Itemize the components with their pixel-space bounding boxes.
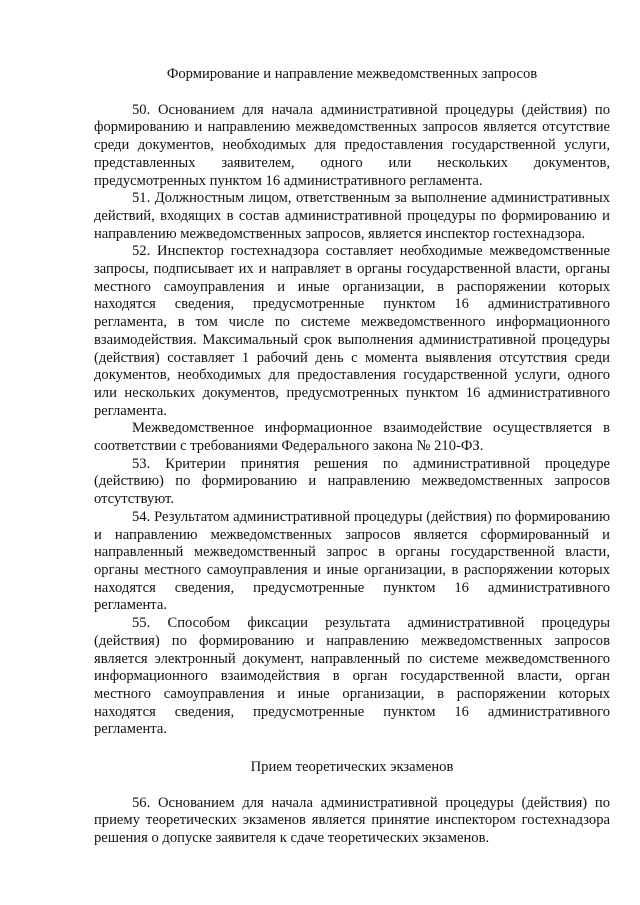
paragraph-56: 56. Основанием для начала административной процедуры (действия) по приему теоретических экзаменов является принятие инспектором гостехнадзора решения о допуске заявителя к сдаче теоретических экзаменов. [94, 794, 610, 847]
section-heading-theory-exams: Прием теоретических экзаменов [250, 759, 454, 776]
paragraph-52: 52. Инспектор гостехнадзора составляет необходимые межведомственные запросы, подписывает их и направляет в органы государственной власти, органы местного самоуправления и иные организации, в распоряжении которых находятся сведения, предусмотренные пунктом 16 административного регламента, в том числе по системе межведомственного информационного взаимодействия. Максимальный срок выполнения административной процедуры (действия) составляет 1 рабочий день с момента выявления отсутствия среди документов, необходимых для предоставления государственной услуги, одного или нескольких документов, предусмотренных пунктом 16 административного регламента. [94, 243, 610, 419]
section-heading-interagency-requests: Формирование и направление межведомственных запросов [166, 66, 538, 82]
paragraph-54: 54. Результатом административной процедуры (действия) по формированию и направлению межведомственных запросов является сформированный и направленный межведомственный запрос в органы государственной власти, органы местного самоуправления и иные организации, в распоряжении которых находятся сведения, предусмотренные пунктом 16 административного регламента. [94, 508, 610, 614]
paragraph-51: 51. Должностным лицом, ответственным за выполнение административных действий, входящих в состав административной процедуры по формированию и направлению межведомственных запросов, является инспектор гостехнадзора. [94, 190, 610, 242]
paragraph-53: 53. Критерии принятия решения по административной процедуре (действию) по формированию и направлению межведомственных запросов отсутствуют. [94, 455, 610, 508]
document-page [94, 66, 610, 848]
paragraph-interagency-interaction: Межведомственное информационное взаимодействие осуществляется в соответствии с требованиями Федерального закона № 210-ФЗ. [94, 420, 610, 455]
paragraph-50: 50. Основанием для начала административной процедуры (действия) по формированию и направлению межведомственных запросов является отсутствие среди документов, необходимых для предоставления государственной услуги, представленных заявителем, одного или нескольких документов, предусмотренных пунктом 16 административного регламента. [94, 101, 610, 189]
paragraph-55: 55. Способом фиксации результата административной процедуры (действия) по формированию и направлению межведомственных запросов является электронный документ, направленный по системе межведомственного информационного взаимодействия в орган государственной власти, орган местного самоуправления и иные организации, в распоряжении которых находятся сведения, предусмотренные пунктом 16 административного регламента. [94, 615, 610, 738]
